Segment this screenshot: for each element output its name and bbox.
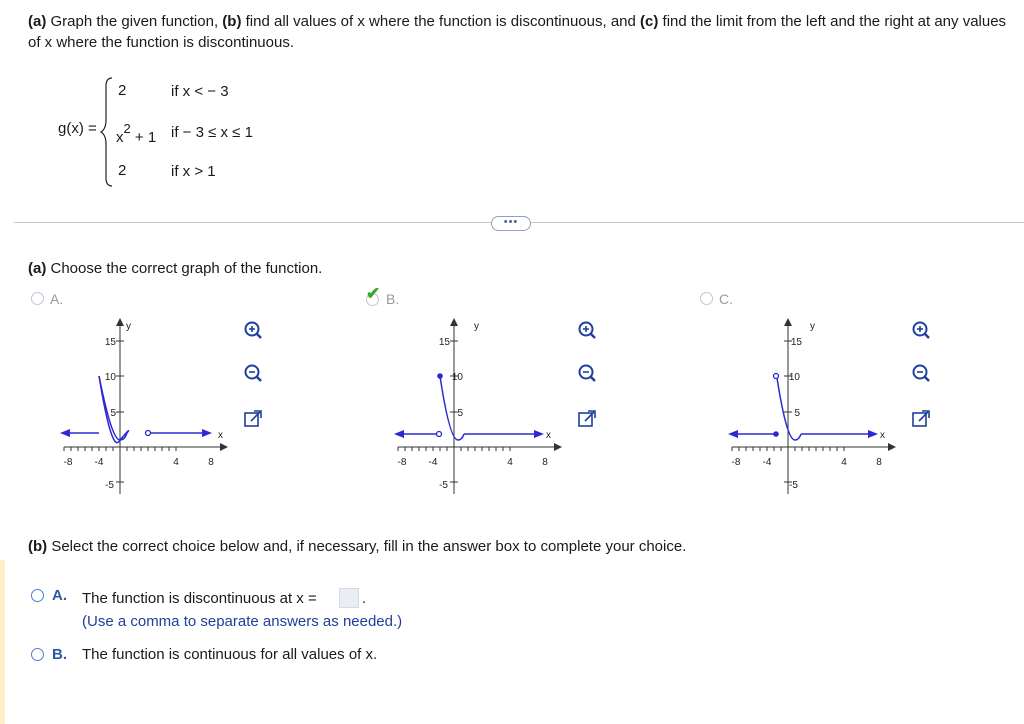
graph-b-ytick-5: 5 (457, 408, 463, 419)
graph-option-c[interactable] (720, 316, 900, 496)
graph-b-axes (398, 318, 562, 494)
graph-b-curve (394, 373, 544, 440)
choice-b-letter: B. (52, 646, 67, 663)
option-a-radio[interactable] (31, 292, 44, 305)
question-part-c: find the limit from the left and the right at any values of x where the function is discontinuous. (28, 13, 1007, 51)
part-b-heading (28, 538, 686, 555)
open-external-icon[interactable] (242, 408, 264, 430)
graph-a-xtick-m8: -8 (63, 457, 73, 468)
graph-c-ytick-m5: -5 (789, 480, 798, 491)
choice-a-radio[interactable] (31, 589, 44, 602)
graph-a-xtick-4: 4 (173, 457, 179, 468)
choice-a-period: . (362, 590, 367, 607)
graph-b-y-label: y (474, 321, 479, 332)
answer-input-box[interactable] (339, 588, 359, 608)
graph-c-ytick-5: 5 (794, 408, 800, 419)
piece-3-condition: if x > 1 (171, 163, 216, 180)
option-b-label: B. (386, 291, 400, 307)
zoom-in-icon[interactable] (910, 320, 932, 342)
zoom-out-icon[interactable] (910, 363, 932, 385)
graph-c-x-label: x (880, 430, 885, 441)
graph-a-ytick-m5: -5 (105, 480, 114, 491)
open-external-icon[interactable] (910, 408, 932, 430)
graph-a-xtick-8: 8 (208, 457, 214, 468)
graph-b-xtick-m8: -8 (397, 457, 407, 468)
graph-b-ytick-15: 15 (438, 337, 450, 348)
graph-c-ytick-10: 10 (788, 372, 800, 383)
graph-c-xtick-4: 4 (841, 457, 847, 468)
part-c-tag: (c) (640, 13, 659, 30)
graph-c-ytick-15: 15 (790, 337, 802, 348)
choice-a-text: The function is discontinuous at x = (82, 590, 317, 607)
graph-c-xtick-m8: -8 (731, 457, 741, 468)
piece-1-expr: 2 (118, 82, 127, 99)
graph-b-xtick-4: 4 (507, 457, 513, 468)
part-a-heading (28, 260, 322, 277)
graph-option-a[interactable] (52, 316, 232, 496)
zoom-out-icon[interactable] (242, 363, 264, 385)
graph-b-ytick-m5: -5 (439, 480, 448, 491)
choice-a-hint: (Use a comma to separate answers as needed.) (82, 613, 403, 630)
graph-a-curve (60, 376, 212, 443)
graph-a-axes (64, 318, 228, 494)
graph-b-xtick-8: 8 (542, 457, 548, 468)
piece-3-expr: 2 (118, 162, 127, 179)
curly-brace (100, 76, 114, 188)
graph-c-xtick-8: 8 (876, 457, 882, 468)
graph-c-y-label: y (810, 321, 815, 332)
open-external-icon[interactable] (576, 408, 598, 430)
graph-b-x-label: x (546, 430, 551, 441)
piece-1-condition: if x < − 3 (171, 83, 229, 100)
graph-a-xtick-m4: -4 (94, 457, 104, 468)
part-a-tag: (a) (28, 13, 47, 30)
correct-check-icon: ✔ (366, 284, 381, 303)
part-b-heading-tag: (b) (28, 538, 48, 555)
piece-2-base: x (116, 129, 124, 146)
graph-c-axes (732, 318, 896, 494)
piece-2-condition: if − 3 ≤ x ≤ 1 (171, 124, 253, 141)
question-part-b: find all values of x where the function is discontinuous, and (241, 13, 641, 30)
graph-c-curve (728, 374, 878, 441)
graph-a-ytick-5: 5 (110, 408, 116, 419)
choice-a-letter: A. (52, 587, 67, 604)
part-a-heading-tag: (a) (28, 260, 47, 277)
graph-a-ytick-15: 15 (104, 337, 116, 348)
option-a-label: A. (50, 291, 64, 307)
graph-c-xtick-m4: -4 (762, 457, 772, 468)
graph-a-x-label: x (218, 430, 223, 441)
graph-b-ytick-10: 10 (451, 372, 463, 383)
choice-b-radio[interactable] (31, 648, 44, 661)
option-c-radio[interactable] (700, 292, 713, 305)
zoom-out-icon[interactable] (576, 363, 598, 385)
graph-b-xtick-m4: -4 (428, 457, 438, 468)
zoom-in-icon[interactable] (242, 320, 264, 342)
part-b-heading-text: Select the correct choice below and, if necessary, fill in the answer box to complete your choice. (47, 538, 687, 555)
piece-2-expr (116, 121, 157, 146)
function-name: g(x) = (58, 120, 97, 137)
question-part-a: Graph the given function, (46, 13, 223, 30)
graph-a-y-label: y (126, 321, 131, 332)
question-text (28, 11, 1018, 53)
choice-b-text: The function is continuous for all values of x. (82, 646, 378, 663)
piece-2-tail: + 1 (130, 129, 157, 146)
part-a-heading-text: Choose the correct graph of the function. (46, 260, 323, 277)
graph-a-ytick-10: 10 (104, 372, 116, 383)
expand-more-button[interactable]: ••• (491, 216, 531, 231)
left-accent-strip (0, 560, 5, 724)
graph-option-b[interactable] (386, 316, 566, 496)
zoom-in-icon[interactable] (576, 320, 598, 342)
piece-2-exponent: 2 (123, 121, 131, 136)
option-c-label: C. (719, 291, 733, 307)
part-b-tag: (b) (222, 13, 242, 30)
